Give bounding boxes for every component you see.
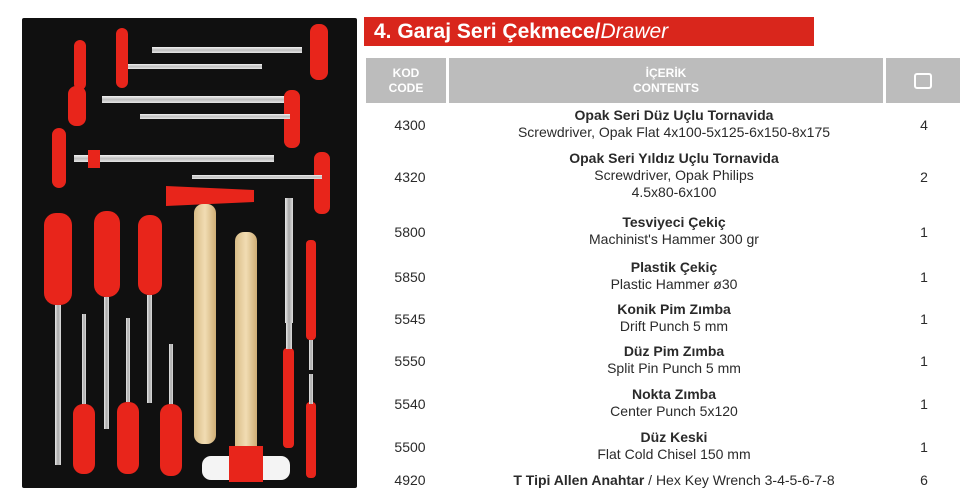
- row-description: Flat Cold Chisel 150 mm: [597, 446, 751, 462]
- row-contents: [454, 301, 894, 335]
- row-contents: [454, 429, 894, 463]
- row-code: 4320: [394, 169, 426, 185]
- section-title-italic: Drawer: [600, 20, 669, 43]
- row-quantity: 2: [920, 169, 928, 185]
- header-code-tr: KOD: [392, 65, 420, 80]
- row-code: 5850: [394, 269, 426, 285]
- row-name: Konik Pim Zımba: [617, 301, 731, 317]
- header-code-en: CODE: [388, 80, 424, 95]
- row-code: 5545: [394, 311, 426, 327]
- row-name: Düz Pim Zımba: [623, 343, 725, 359]
- row-description: / Hex Key Wrench 3-4-5-6-7-8: [644, 472, 835, 488]
- row-code: 4920: [394, 472, 426, 488]
- row-contents: [454, 259, 894, 293]
- row-description: Center Punch 5x120: [610, 403, 738, 419]
- row-contents: [454, 150, 894, 201]
- tool-tray-illustration: [22, 18, 357, 488]
- row-name: Tesviyeci Çekiç: [622, 214, 726, 230]
- punches-chisel: [283, 198, 316, 478]
- row-name: Düz Keski: [640, 429, 708, 445]
- row-code: 5500: [394, 439, 426, 455]
- row-description: Machinist's Hammer 300 gr: [589, 231, 759, 247]
- screwdrivers: [44, 211, 182, 476]
- hex-key-set: [52, 24, 330, 214]
- row-description-2: 4.5x80-6x100: [631, 184, 717, 200]
- tool-drawer-photo: [22, 18, 357, 488]
- table-row: [366, 259, 960, 295]
- row-quantity: 4: [920, 117, 928, 133]
- table-row: [366, 386, 960, 422]
- table-row: [366, 472, 960, 492]
- row-quantity: 1: [920, 311, 928, 327]
- row-description: Split Pin Punch 5 mm: [607, 360, 741, 376]
- row-quantity: 1: [920, 224, 928, 240]
- row-contents: [454, 343, 894, 377]
- row-contents: [454, 214, 894, 248]
- row-quantity: 1: [920, 269, 928, 285]
- row-description: Plastic Hammer ø30: [610, 276, 738, 292]
- row-contents: [454, 472, 894, 489]
- table-row: [366, 343, 960, 379]
- table-row: [366, 107, 960, 143]
- table-row: [366, 150, 960, 204]
- row-quantity: 1: [920, 396, 928, 412]
- row-name: Plastik Çekiç: [630, 259, 718, 275]
- header-contents-tr: İÇERİK: [645, 65, 687, 80]
- header-quantity: [886, 58, 960, 103]
- row-name: Opak Seri Düz Uçlu Tornavida: [574, 107, 774, 123]
- section-title-main: 4. Garaj Seri Çekmece/: [374, 20, 601, 43]
- table-row: [366, 301, 960, 337]
- row-code: 4300: [394, 117, 426, 133]
- row-name: Opak Seri Yıldız Uçlu Tornavida: [569, 150, 779, 166]
- row-quantity: 1: [920, 353, 928, 369]
- row-quantity: 6: [920, 472, 928, 488]
- row-code: 5800: [394, 224, 426, 240]
- row-name: T Tipi Allen Anahtar: [513, 472, 645, 488]
- box-icon: [914, 73, 932, 89]
- header-code: [366, 58, 446, 103]
- row-description: Screwdriver, Opak Philips: [594, 167, 754, 183]
- row-description: Drift Punch 5 mm: [619, 318, 729, 334]
- section-title: [374, 19, 668, 45]
- section-title-bar: [364, 17, 814, 46]
- row-code: 5550: [394, 353, 426, 369]
- row-contents: [454, 107, 894, 141]
- header-contents-en: CONTENTS: [633, 80, 699, 95]
- row-contents: [454, 386, 894, 420]
- header-contents: [449, 58, 883, 103]
- table-row: [366, 214, 960, 250]
- table-row: [366, 429, 960, 465]
- row-name: Nokta Zımba: [631, 386, 716, 402]
- row-code: 5540: [394, 396, 426, 412]
- row-quantity: 1: [920, 439, 928, 455]
- row-description: Screwdriver, Opak Flat 4x100-5x125-6x150-8x175: [517, 124, 831, 140]
